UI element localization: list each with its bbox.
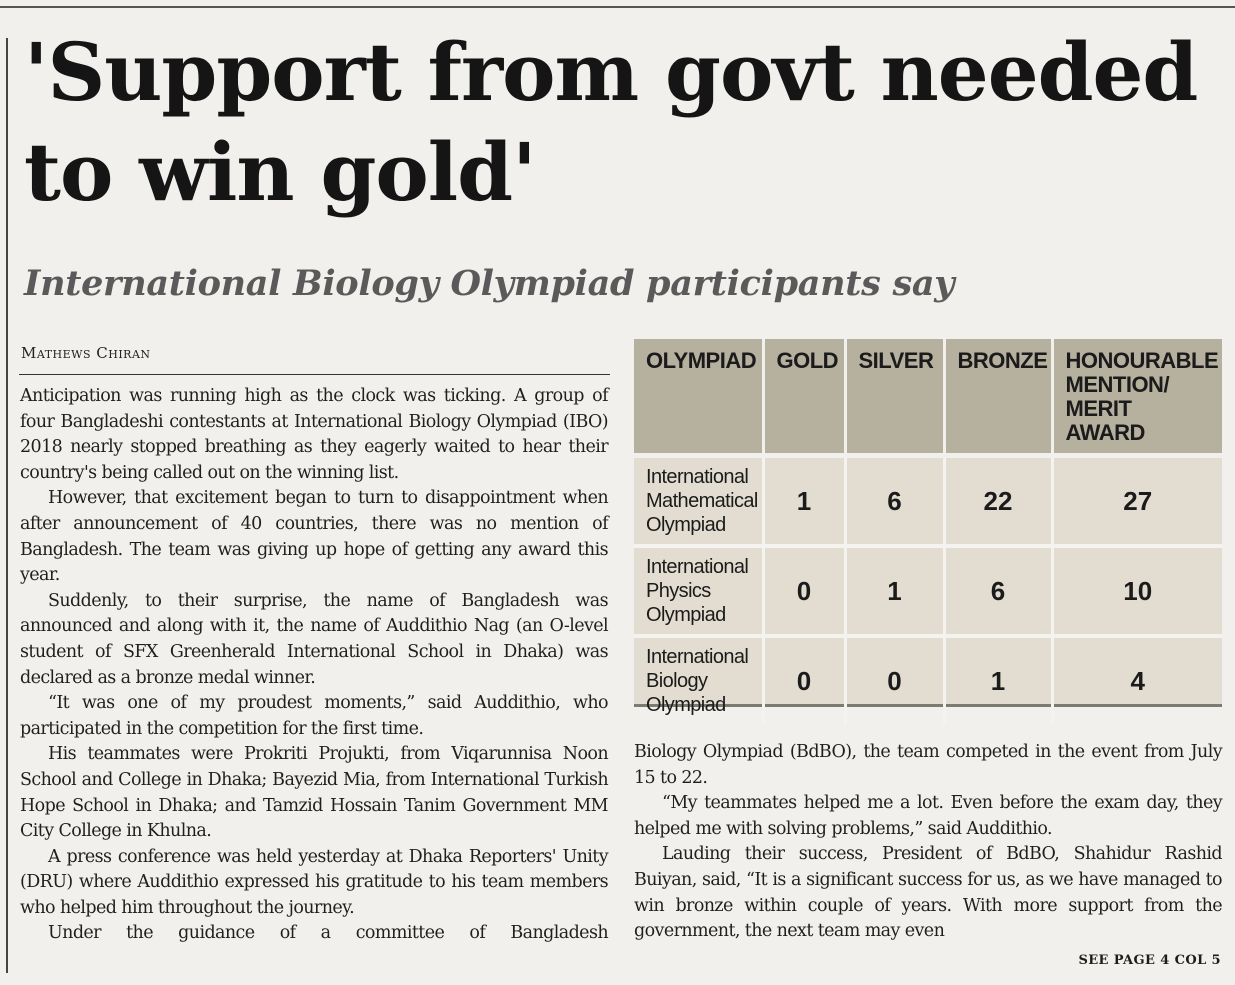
silver-count: 0	[845, 636, 944, 724]
header-olympiad: OLYMPIAD	[634, 339, 763, 456]
table-row	[634, 456, 1222, 547]
bronze-count: 22	[944, 456, 1052, 547]
continuation-note: SEE PAGE 4 COL 5	[1078, 953, 1221, 968]
header-bronze: BRONZE	[944, 339, 1052, 456]
gold-count: 0	[763, 636, 845, 724]
article-column-right	[634, 740, 1222, 945]
gold-count: 0	[763, 546, 845, 636]
honourable-count: 10	[1052, 546, 1222, 636]
header-gold: GOLD	[763, 339, 845, 456]
paragraph: However, that excitement began to turn to disappointment when after announcement of 40 countries, there was no mention of Bangladesh. The team was giving up hope of getting any award this year.	[20, 488, 608, 586]
paragraph: “It was one of my proudest moments,” said Auddithio, who participated in the competition for the first time.	[20, 693, 608, 739]
header-silver: SILVER	[845, 339, 944, 456]
table-row	[634, 636, 1222, 724]
olympiad-name: International Physics Olympiad	[634, 546, 763, 636]
bronze-count: 6	[944, 546, 1052, 636]
silver-count: 1	[845, 546, 944, 636]
medal-table-box	[634, 339, 1222, 716]
top-rule	[0, 6, 1235, 8]
silver-count: 6	[845, 456, 944, 547]
honourable-count: 27	[1052, 456, 1222, 547]
honourable-count: 4	[1052, 636, 1222, 724]
header-honourable: HONOURABLE MENTION/ MERIT AWARD	[1052, 339, 1222, 456]
olympiad-name: International Mathematical Olympiad	[646, 466, 758, 536]
byline-rule	[19, 374, 610, 375]
paragraph: Under the guidance of a committee of Bangladesh	[48, 923, 608, 944]
olympiad-name: International Biology Olympiad	[634, 636, 763, 724]
table-header-row	[634, 339, 1222, 456]
paragraph: Suddenly, to their surprise, the name of Bangladesh was announced and along with it, the name of Auddithio Nag (an O-level student of SFX Greenherald International School in Dhaka) was declared as a bronze medal winner.	[20, 590, 608, 688]
byline: Mathews Chiran	[21, 344, 151, 362]
table-row	[634, 546, 1222, 636]
paragraph: Lauding their success, President of BdBO, Shahidur Rashid Buiyan, said, “It is a significant success for us, as we have managed to win bronze within couple of years. With more support from the government, the next team may even	[634, 844, 1222, 942]
paragraph: “My teammates helped me a lot. Even before the exam day, they helped me with solving problems,” said Auddithio.	[634, 793, 1222, 839]
gold-count: 1	[763, 456, 845, 547]
paragraph: Biology Olympiad (BdBO), the team competed in the event from July 15 to 22.	[634, 742, 1222, 788]
paragraph: A press conference was held yesterday at Dhaka Reporters' Unity (DRU) where Auddithio expressed his gratitude to his team members who helped him throughout the journey.	[20, 846, 608, 918]
subheadline: International Biology Olympiad participants say	[24, 263, 955, 304]
paragraph: His teammates were Prokriti Projukti, from Viqarunnisa Noon School and College in Dhaka; Bayezid Mia, from International Turkish Hope School in Dhaka; and Tamzid Hossain Tanim Government MM City College in Khulna.	[20, 744, 608, 842]
paragraph: Anticipation was running high as the clock was ticking. A group of four Bangladeshi contestants at International Biology Olympiad (IBO) 2018 nearly stopped breathing as they eagerly waited to hear their country's being called out on the winning list.	[20, 386, 608, 483]
left-column-rule	[6, 38, 8, 973]
headline: 'Support from govt needed to win gold'	[24, 25, 1198, 219]
article-column-left	[20, 384, 608, 947]
bronze-count: 1	[944, 636, 1052, 724]
medal-table	[634, 339, 1222, 724]
